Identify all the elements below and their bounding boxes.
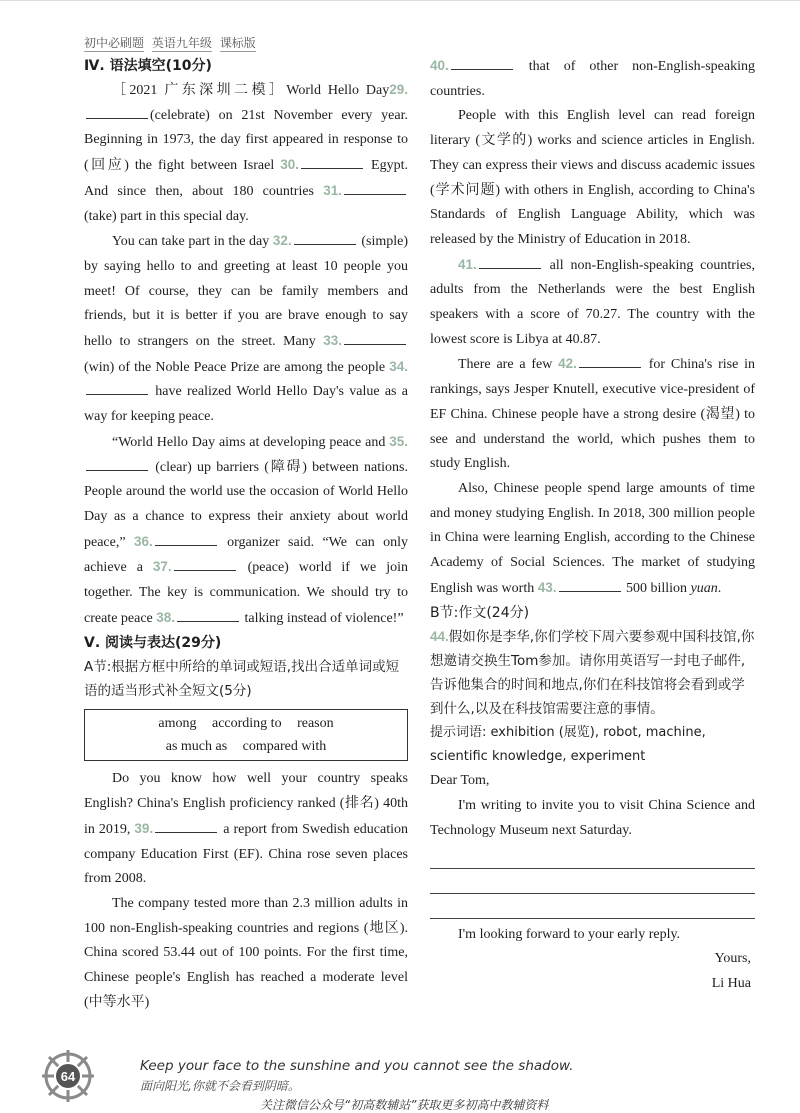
passage-paragraph: [84, 892, 408, 1016]
text-run: People with this English level can read foreign literary (文学的) works and science articles in English. They can express their views and discuss academic issues (学术问题) with others in English, according to China's Standards of English Language Ability, which was released by the Ministry of Education in 2018.: [430, 108, 755, 247]
page-number: 64: [60, 1069, 76, 1084]
text-run: that of other non-English-speaking countries.: [430, 59, 755, 99]
answer-blank[interactable]: [86, 456, 148, 471]
section-4-title: Ⅳ. 语法填空(10分): [84, 58, 212, 74]
blank-number: 37.: [152, 559, 172, 575]
footer-motto-cn: 面向阳光,你就不会看到阴暗。: [140, 1079, 300, 1093]
passage-paragraph: [430, 352, 755, 477]
word-box-row: [85, 735, 407, 758]
letter-opening: I'm writing to invite you to visit China Science and Technology Museum next Saturday.: [430, 798, 755, 838]
writing-prompt: [430, 625, 755, 721]
section-b-title: B节:作文(24分): [430, 605, 530, 622]
passage-paragraph: [84, 78, 408, 229]
word-box: [84, 709, 408, 761]
header-edition: 课标版: [219, 36, 256, 50]
header-subject: 英语九年级: [151, 36, 212, 50]
passage-paragraph: [430, 54, 755, 104]
answer-line[interactable]: [430, 894, 755, 919]
blank-number: 31.: [323, 182, 342, 198]
blank-number: 40.: [430, 58, 449, 73]
left-column: [84, 54, 408, 1016]
answer-line[interactable]: [430, 869, 755, 894]
word-option: reason: [297, 716, 334, 732]
passage-paragraph: [84, 767, 408, 892]
text-run: (win) of the Noble Peace Prize are among the people: [84, 359, 390, 375]
blank-number: 38.: [156, 609, 176, 625]
answer-blank[interactable]: [174, 556, 236, 571]
word-option: compared with: [242, 739, 327, 755]
text-run: 500 billion: [622, 580, 691, 596]
answer-line[interactable]: [430, 844, 755, 869]
text-run: have realized World Hello Day's value as a way for keeping peace.: [84, 384, 408, 425]
answer-blank[interactable]: [155, 531, 217, 546]
passage-paragraph: [84, 430, 408, 632]
answer-blank[interactable]: [155, 818, 217, 833]
text-run: You can take part in the day: [112, 234, 273, 250]
hint-words: 提示词语: exhibition (展览), robot, machine, scientific knowledge, experiment: [430, 725, 706, 765]
word-box-row: [85, 712, 407, 735]
word-option: as much as: [165, 739, 228, 755]
text-run: organizer said. “We can only achieve a: [84, 534, 408, 576]
top-rule: [0, 0, 800, 9]
word-option: according to: [211, 716, 282, 732]
text-run: Do you know how well your country speaks English? China's English proficiency ranked (排名) 40th in 2019,: [84, 771, 408, 837]
page-number-badge: [42, 1050, 94, 1102]
passage-paragraph: [84, 229, 408, 430]
header-book: 初中必刷题: [84, 36, 145, 50]
text-run: (take) part in this special day.: [84, 208, 249, 224]
passage-paragraph: [430, 477, 755, 602]
answer-blank[interactable]: [86, 380, 148, 395]
text-run: (peace) world if we join together. The key is communication. We should try to create peace: [84, 560, 408, 626]
letter-greeting: Dear Tom,: [430, 773, 490, 789]
answer-blank[interactable]: [579, 353, 641, 368]
right-column: [430, 54, 755, 997]
text-run: (simple) by saying hello to and greeting at least 10 people you meet! Of course, they can be family members and friends, but it is better if you are brave enough to say hello to strangers on the street. Many: [84, 234, 408, 350]
passage-paragraph: [430, 253, 755, 353]
text-run: The company tested more than 2.3 million adults in 100 non-English-speaking countries and regions (地区). China scored 53.44 out of 100 points. For the first time, Chinese people's English has reached a moderate level (中等水平): [84, 895, 408, 1010]
text-run: for China's rise in rankings, says Jesper Knutell, executive vice-president of EF China. Chinese people have a strong desire (渴望) to see and understand the world, which pushes them to study English.: [430, 357, 755, 472]
text-run: all non-English-speaking countries, adults from the Netherlands were the best English speakers with a score of 70.27. The country with the lowest score is Libya at 40.87.: [430, 257, 755, 347]
text-run: (celebrate) on 21st November every year. Beginning in 1973, the day first appeared in response to (回应) the fight between Israel: [84, 107, 408, 174]
answer-blank[interactable]: [86, 104, 148, 119]
answer-blank[interactable]: [559, 577, 621, 592]
letter-signature: Li Hua: [711, 975, 751, 991]
blank-number: 34.: [389, 358, 408, 374]
answer-blank[interactable]: [177, 607, 239, 622]
text-run: There are a few: [458, 357, 559, 373]
blank-number: 33.: [323, 333, 342, 349]
blank-number: 36.: [133, 533, 153, 549]
blank-number: 29.: [389, 82, 408, 97]
blank-number: 39.: [134, 820, 154, 836]
blank-number: 41.: [458, 256, 477, 272]
passage-paragraph: [430, 104, 755, 252]
answer-blank[interactable]: [344, 330, 406, 345]
text-run: .: [717, 580, 722, 596]
letter-yours: Yours,: [714, 951, 751, 967]
italic-text: yuan: [690, 580, 718, 596]
text-run: ［2021 广东深圳二模］World Hello Day: [112, 83, 390, 98]
text-run: (clear) up barriers (障碍) between nations. People around the world use the occasion of World Hello Day as a chance to express their anxiety about world peace,”: [84, 459, 408, 550]
blank-number: 42.: [558, 356, 577, 372]
question-number: 44.: [430, 629, 449, 645]
footer-motto: Keep your face to the sunshine and you cannot see the shadow.: [140, 1058, 574, 1074]
blank-number: 43.: [537, 579, 557, 595]
writing-prompt-text: 假如你是李华,你们学校下周六要参观中国科技馆,你想邀请交换生Tom参加。请你用英语写一封电子邮件,告诉他集合的时间和地点,你们在科技馆将会看到或学到什么,以及在科技馆需要注意的事情。: [430, 629, 755, 718]
letter-closing: I'm looking forward to your early reply.: [458, 926, 681, 942]
answer-blank[interactable]: [344, 180, 406, 195]
answer-blank[interactable]: [479, 254, 541, 269]
footer-notice: 关注微信公众号“初高数辅站”获取更多初高中教辅资料: [260, 1098, 549, 1112]
text-run: talking instead of violence!”: [241, 610, 404, 626]
word-option: among: [158, 716, 197, 732]
section-5-title: Ⅴ. 阅读与表达(29分): [84, 635, 222, 652]
blank-number: 30.: [280, 157, 300, 173]
answer-blank[interactable]: [301, 154, 363, 169]
answer-blank[interactable]: [451, 55, 513, 70]
blank-number: 32.: [272, 233, 292, 249]
section-5a-instructions: A节:根据方框中所给的单词或短语,找出合适单词或短语的适当形式补全短文(5分): [84, 659, 400, 700]
answer-blank[interactable]: [294, 230, 356, 245]
text-run: “World Hello Day aims at developing peace and: [112, 434, 390, 450]
page-header: [84, 34, 260, 51]
text-run: a report from Swedish education company Education First (EF). China rose seven places from 2008.: [84, 821, 408, 887]
blank-number: 35.: [389, 433, 408, 449]
text-run: Egypt. And since then, about 180 countries: [84, 158, 408, 199]
text-run: Also, Chinese people spend large amounts of time and money studying English. In 2018, 300 million people in China were learning English, according to the Chinese Academy of Social Sciences. The market of studying English was worth: [430, 480, 755, 596]
